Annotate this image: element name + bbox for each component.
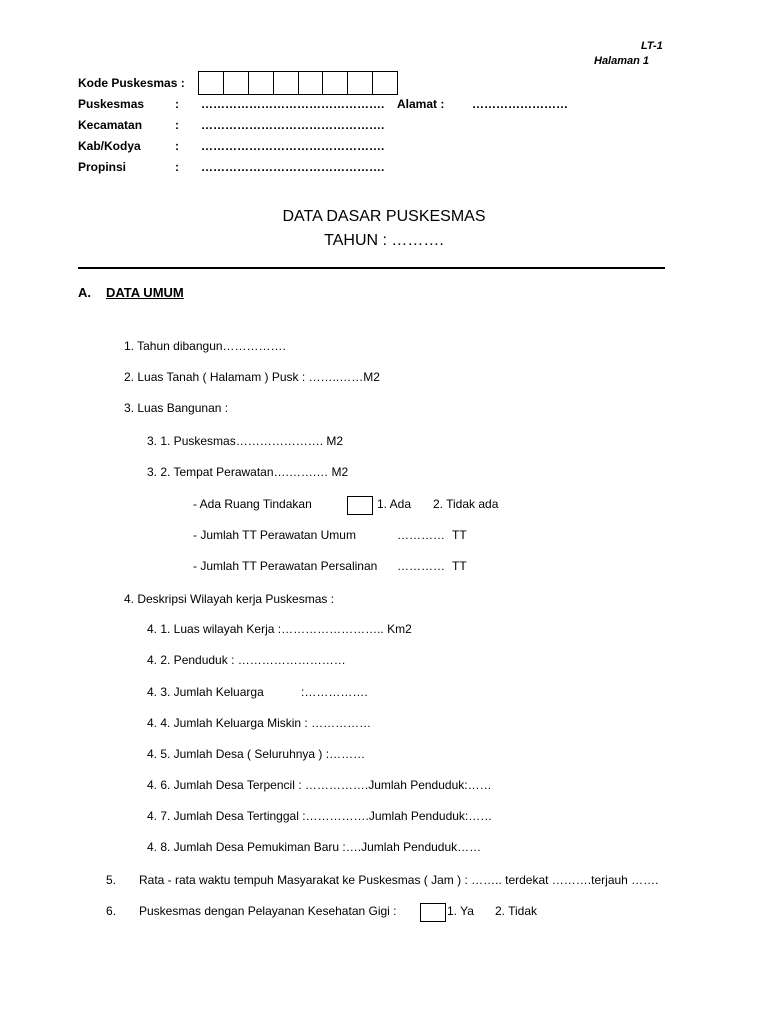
item-desa-terpencil: 4. 6. Jumlah Desa Terpencil : …………….Jumlah Penduduk:…… bbox=[147, 778, 492, 792]
kab-kodya-field[interactable]: ………………………………………. bbox=[201, 139, 385, 153]
pelayanan-gigi-checkbox[interactable] bbox=[420, 903, 446, 922]
kode-cell[interactable] bbox=[249, 72, 274, 94]
kode-cell[interactable] bbox=[373, 72, 397, 94]
tt-persalinan-field[interactable]: ………… bbox=[397, 559, 445, 573]
propinsi-label: Propinsi bbox=[78, 160, 127, 174]
tt-persalinan-unit: TT bbox=[452, 559, 467, 573]
kecamatan-label: Kecamatan bbox=[78, 118, 143, 132]
item-jumlah-keluarga: 4. 3. Jumlah Keluarga bbox=[147, 685, 264, 699]
item-luas-puskesmas: 3. 1. Puskesmas…………………. M2 bbox=[147, 434, 344, 448]
item-waktu-tempuh: Rata - rata waktu tempuh Masyarakat ke Puskesmas ( Jam ) : …….. terdekat ……….terjauh ……. bbox=[139, 873, 659, 887]
page-number: Halaman 1 bbox=[594, 55, 650, 67]
tt-persalinan-label: - Jumlah TT Perawatan Persalinan bbox=[193, 559, 378, 573]
section-title: DATA UMUM bbox=[106, 285, 184, 300]
item-desa-pemukiman-baru: 4. 8. Jumlah Desa Pemukiman Baru :….Jumlah Penduduk…… bbox=[147, 840, 482, 854]
item-deskripsi-wilayah: 4. Deskripsi Wilayah kerja Puskesmas : bbox=[124, 592, 335, 606]
kode-cell[interactable] bbox=[299, 72, 324, 94]
kab-kodya-colon: : bbox=[175, 139, 179, 153]
item-luas-wilayah: 4. 1. Luas wilayah Kerja :…………………….. Km2 bbox=[147, 622, 412, 636]
puskesmas-label: Puskesmas bbox=[78, 97, 145, 111]
tt-umum-unit: TT bbox=[452, 528, 467, 542]
kode-puskesmas-boxes[interactable] bbox=[198, 71, 398, 95]
kecamatan-field[interactable]: ………………………………………. bbox=[201, 118, 385, 132]
kode-cell[interactable] bbox=[323, 72, 348, 94]
puskesmas-field[interactable]: ………………………………………. bbox=[201, 97, 385, 111]
tt-umum-label: - Jumlah TT Perawatan Umum bbox=[193, 528, 356, 542]
pelayanan-gigi-option-tidak: 2. Tidak bbox=[495, 904, 538, 918]
kode-cell[interactable] bbox=[224, 72, 249, 94]
ruang-tindakan-checkbox[interactable] bbox=[347, 496, 373, 515]
propinsi-colon: : bbox=[175, 160, 179, 174]
ruang-tindakan-option-tidak: 2. Tidak ada bbox=[433, 497, 499, 511]
kode-cell[interactable] bbox=[348, 72, 373, 94]
form-code: LT-1 bbox=[641, 40, 663, 52]
item-tempat-perawatan: 3. 2. Tempat Perawatan….…….… M2 bbox=[147, 465, 349, 479]
item-penduduk: 4. 2. Penduduk : ……………………… bbox=[147, 653, 346, 667]
item-jumlah-desa: 4. 5. Jumlah Desa ( Seluruhnya ) :……… bbox=[147, 747, 366, 761]
kab-kodya-label: Kab/Kodya bbox=[78, 139, 141, 153]
title-divider bbox=[78, 267, 665, 269]
item-desa-tertinggal: 4. 7. Jumlah Desa Tertinggal :…………….Jumlah Penduduk:…… bbox=[147, 809, 493, 823]
item-pelayanan-gigi: Puskesmas dengan Pelayanan Kesehatan Gigi : bbox=[139, 904, 397, 918]
item-tahun-dibangun: 1. Tahun dibangun……………. bbox=[124, 339, 286, 353]
ruang-tindakan-option-ada: 1. Ada bbox=[377, 497, 412, 511]
kode-cell[interactable] bbox=[274, 72, 299, 94]
item-6-number: 6. bbox=[106, 904, 117, 918]
document-title: DATA DASAR PUSKESMAS bbox=[282, 208, 486, 225]
alamat-label: Alamat : bbox=[397, 97, 445, 111]
puskesmas-colon: : bbox=[175, 97, 179, 111]
propinsi-field[interactable]: ………………………………………. bbox=[201, 160, 385, 174]
item-jumlah-keluarga-field[interactable]: :……………. bbox=[301, 685, 368, 699]
kecamatan-colon: : bbox=[175, 118, 179, 132]
pelayanan-gigi-option-ya: 1. Ya bbox=[447, 904, 474, 918]
item-5-number: 5. bbox=[106, 873, 117, 887]
kode-puskesmas-label: Kode Puskesmas : bbox=[78, 76, 185, 90]
ruang-tindakan-label: - Ada Ruang Tindakan bbox=[193, 497, 312, 511]
item-luas-tanah: 2. Luas Tanah ( Halamam ) Pusk : ……..……M2 bbox=[124, 370, 380, 384]
section-marker: A. bbox=[78, 285, 91, 300]
item-luas-bangunan: 3. Luas Bangunan : bbox=[124, 401, 229, 415]
item-keluarga-miskin: 4. 4. Jumlah Keluarga Miskin : …………… bbox=[147, 716, 372, 730]
tt-umum-field[interactable]: ………… bbox=[397, 528, 445, 542]
alamat-field[interactable]: …………………… bbox=[472, 97, 568, 111]
document-year: TAHUN : ………. bbox=[324, 232, 444, 249]
kode-cell[interactable] bbox=[199, 72, 224, 94]
